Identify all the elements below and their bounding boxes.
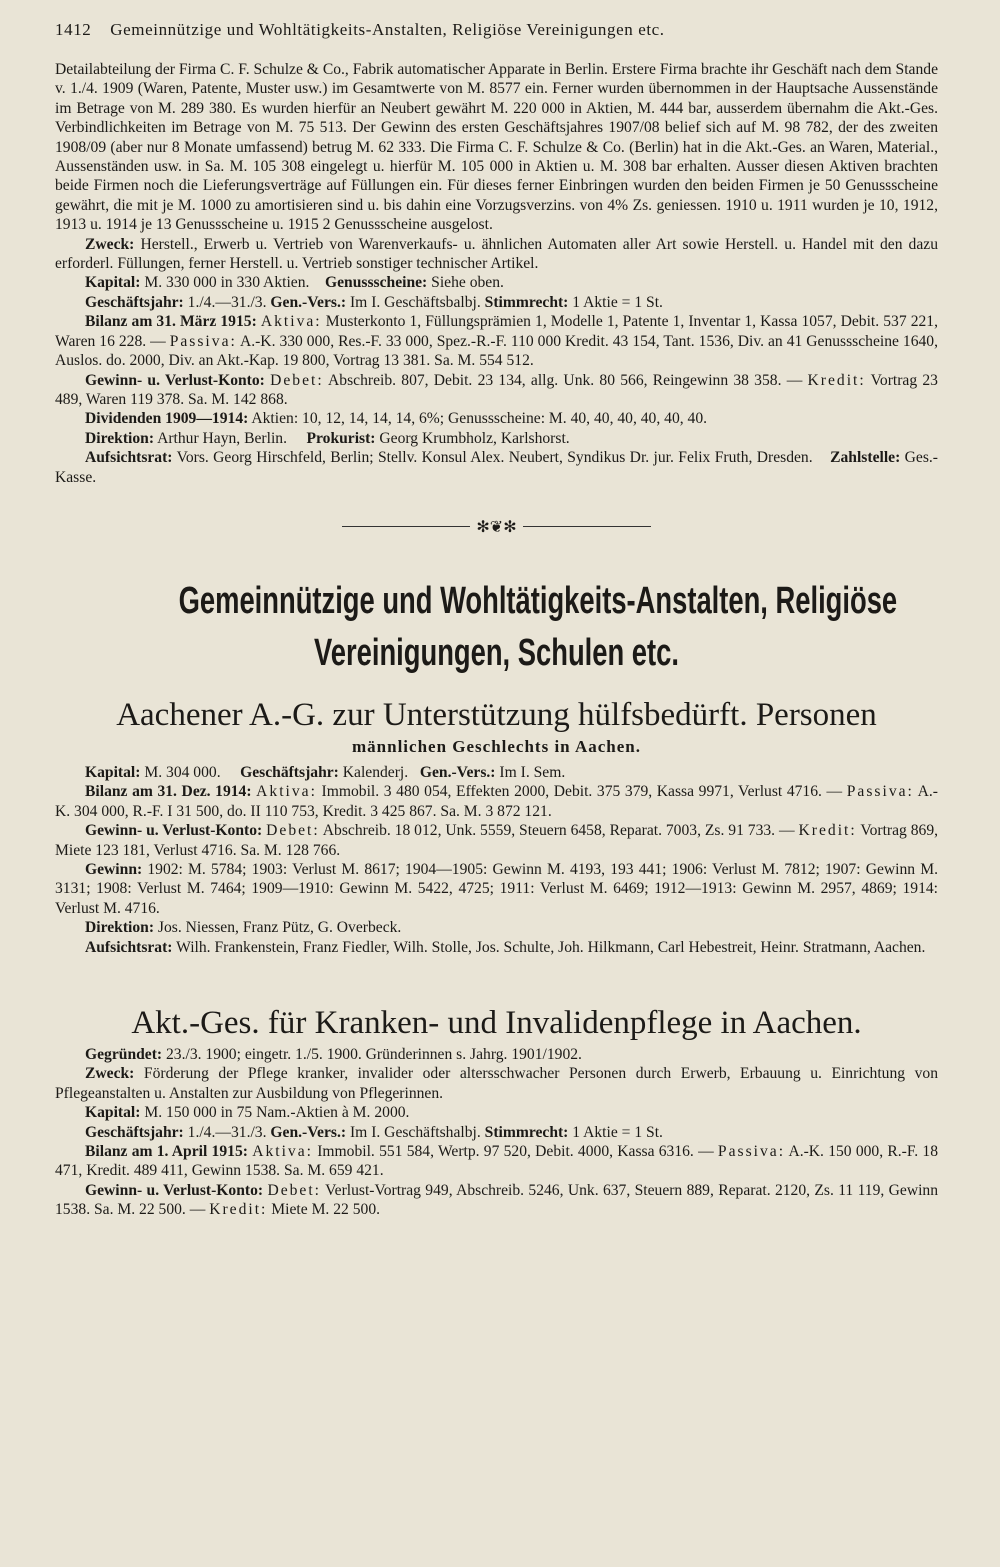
entry-kapital: Kapital: M. 304 000. Geschäftsjahr: Kalenderj. Gen.-Vers.: Im I. Sem.	[85, 763, 566, 781]
entry-geschaeftsjahr: Geschäftsjahr: 1./4.—31./3. Gen.-Vers.: Im I. Geschäftshalbj. Stimmrecht: 1 Aktie = 1 St.	[85, 1123, 663, 1141]
running-title: Gemeinnützige und Wohltätigkeits-Anstalten, Religiöse Vereinigungen etc.	[110, 20, 665, 39]
entry-gewinn: Gewinn: 1902: M. 5784; 1903: Verlust M. 8617; 1904—1905: Gewinn M. 4193, 193 441; 1906: Verlust M. 7812; 1907: Gewinn M. 3131; 1908: Verlust M. 7464; 1909—1910: Gewinn M. 5422, 4725; 1911: Verlust M. 6469; 1912—1913: Gewinn M. 2957, 4869; 1914: Verlust M. 4716.	[55, 860, 938, 917]
entry-kapital: Kapital: M. 150 000 in 75 Nam.-Aktien à M. 2000.	[85, 1104, 410, 1122]
entry-zweck: Zweck: Herstell., Erwerb u. Vertrieb von Warenverkaufs- u. ähnlichen Automaten aller Art sowie Herstell. u. Handel mit den dazu erforderl. Füllungen, ferner Herstell. u. Vertrieb sonstiger technischer Artikel.	[55, 235, 938, 273]
entry-bilanz: Bilanz am 31. März 1915: Aktiva: Musterkonto 1, Füllungsprämien 1, Modelle 1, Patente 1, Inventar 1, Kassa 1057, Debit. 537 221, Waren 16 228. — Passiva: A.-K. 330 000, Res.-F. 33 000, Spez.-R.-F. 110 000 Kredit. 43 154, Tant. 1536, Div. an 41 Genussscheine 1640, Auslos. do. 2000, Div. an Akt.-Kap. 19 800, Vortrag 13 381. Sa. M. 554 512.	[55, 313, 938, 370]
entry-gegruendet: Gegründet: 23./3. 1900; eingetr. 1./5. 1900. Gründerinnen s. Jahrg. 1901/1902.	[85, 1046, 582, 1063]
entry-guv: Gewinn- u. Verlust-Konto: Debet: Abschreib. 18 012, Unk. 5559, Steuern 6458, Reparat. 7003, Zs. 91 733. — Kredit: Vortrag 869, Miete 123 181, Verlust 4716. Sa. M. 128 766.	[55, 822, 939, 859]
entry-subtitle-aachener: männlichen Geschlechts in Aachen.	[352, 736, 641, 756]
entry-dividenden: Dividenden 1909—1914: Aktien: 10, 12, 14, 14, 14, 6%; Genussscheine: M. 40, 40, 40, 40, 40, 40.	[85, 410, 708, 428]
entry-direktion: Direktion: Arthur Hayn, Berlin. Prokurist: Georg Krumbholz, Karlshorst.	[85, 429, 570, 447]
entry-aufsichtsrat: Aufsichtsrat: Vors. Georg Hirschfeld, Berlin; Stellv. Konsul Alex. Neubert, Syndikus Dr. jur. Felix Fruth, Dresden. Zahlstelle: Ges.-Kasse.	[55, 449, 938, 486]
separator-line-right	[523, 526, 651, 527]
entry-guv: Gewinn- u. Verlust-Konto: Debet: Verlust-Vortrag 949, Abschreib. 5246, Unk. 637, Steuern 889, Reparat. 2120, Zs. 11 119, Gewinn 1538. Sa. M. 22 500. — Kredit: Miete M. 22 500.	[55, 1181, 939, 1219]
ornament-icon: ✻❦✻	[476, 518, 517, 536]
entry-bilanz: Bilanz am 31. Dez. 1914: Aktiva: Immobil. 3 480 054, Effekten 2000, Debit. 375 379, Kassa 9971, Verlust 4716. — Passiva: A.-K. 304 000, R.-F. I 31 500, do. II 110 753, Kredit. 3 425 867. Sa. M. 3 872 121.	[55, 783, 938, 820]
entry-title-krankenpflege: Akt.-Ges. für Kranken- und Invalidenpflege in Aachen.	[131, 1005, 862, 1041]
running-header	[55, 20, 938, 40]
entry-direktion: Direktion: Jos. Niessen, Franz Pütz, G. Overbeck.	[85, 919, 402, 937]
separator-line-left	[342, 526, 470, 527]
entry-guv: Gewinn- u. Verlust-Konto: Debet: Abschreib. 807, Debit. 23 134, allg. Unk. 80 566, Reingewinn 38 358. — Kredit: Vortrag 23 489, Waren 119 378. Sa. M. 142 868.	[55, 371, 938, 408]
section-heading: Gemeinnützige und Wohltätigkeits-Anstalten, Religiöse Vereinigungen, Schulen etc.	[178, 579, 898, 674]
entry-title-aachener: Aachener A.-G. zur Unterstützung hülfsbedürft. Personen	[116, 696, 877, 733]
entry-kapital: Kapital: M. 330 000 in 330 Aktien. Genussscheine: Siehe oben.	[85, 274, 504, 292]
section-separator	[55, 517, 938, 537]
entry-geschaeftsjahr: Geschäftsjahr: 1./4.—31./3. Gen.-Vers.: Im I. Geschäftsbalbj. Stimmrecht: 1 Aktie = 1 St.	[85, 293, 663, 311]
page-number: 1412	[55, 20, 92, 39]
entry-bilanz: Bilanz am 1. April 1915: Aktiva: Immobil. 551 584, Wertp. 97 520, Debit. 4000, Kassa 6316. — Passiva: A.-K. 150 000, R.-F. 18 471, Kredit. 489 411, Gewinn 1538. Sa. M. 659 421.	[55, 1143, 938, 1180]
entry-zweck: Zweck: Förderung der Pflege kranker, invalider oder altersschwacher Personen durch Erwerb, Erbauung u. Einrichtung von Pflegeanstalten u. Anstalten zur Ausbildung von Pflegerinnen.	[55, 1065, 938, 1102]
entry-continuation-text: Detailabteilung der Firma C. F. Schulze & Co., Fabrik automatischer Apparate in Berlin. Erstere Firma brachte ihr Geschäft nach dem Stande v. 1./4. 1909 (Waren, Patente, Muster usw.) im Gesamtwerte von M. 8577 ein. Ferner wurden übernommen in der Hauptsache Aussenstände im Betrage von M. 289 380. Es wurden hierfür an Neubert gewährt M. 220 000 in Aktien, M. 444 bar, ausserdem übernahm die Akt.-Ges. Verbindlichkeiten im Betrage von M. 75 513. Der Gewinn des ersten Geschäftsjahres 1907/08 belief sich auf M. 98 782, der des zweiten 1908/09 (aber nur 8 Monate umfassend) betrug M. 62 333. Die Firma C. F. Schulze & Co. (Berlin) hat in die Akt.-Ges. an Waren, Material., Aussenständen usw. in Sa. M. 105 308 eingelegt u. hierfür M. 105 000 in Aktien u. M. 308 bar erhalten. Ausser diesen Aktiven brachten beide Firmen noch die Lieferungsverträge auf Füllungen ein. Für dieses ferner Einbringen wurden den beiden Firmen je 50 Genussscheine gewährt, die mit je M. 1000 zu amortisieren sind u. bis dahin eine Vorzugsverzins. von 4% Zs. geniessen. 1910 u. 1911 wurden je 10, 1912, 1913 u. 1914 je 13 Genussscheine u. 1915 2 Genussscheine ausgelost.	[55, 61, 938, 234]
entry-aufsichtsrat: Aufsichtsrat: Wilh. Frankenstein, Franz Fiedler, Wilh. Stolle, Jos. Schulte, Joh. Hilkmann, Carl Hebestreit, Heinr. Stratmann, Aachen.	[85, 938, 926, 956]
